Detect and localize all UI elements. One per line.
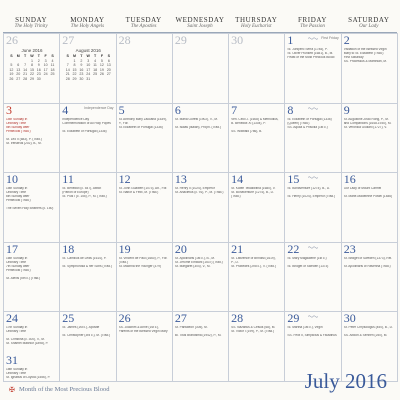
day-cell[interactable]: [4, 312, 60, 382]
feast-note: St. Martha (1st c.), Virgin: [287, 326, 323, 330]
day-number: 29: [287, 312, 300, 326]
feast-note: (Trad.): [118, 260, 129, 264]
feast-note: St. Henry II (1024), Emperor: [174, 187, 215, 191]
day-cell[interactable]: [117, 104, 173, 174]
day-number: 16: [343, 173, 356, 187]
mini-day: 5: [100, 58, 103, 63]
feast-note: St. Junipero Serra (1784), P.: [287, 48, 328, 51]
feast-note: St. Peter Chrysologus (450), B., D.: [343, 326, 393, 330]
weekday-dedication: Saint Joseph: [187, 24, 213, 29]
mini-day: 2: [80, 58, 83, 63]
mini-day: 13: [16, 67, 21, 72]
feast-note: St. Leo II (683), P. (Trad.): [6, 137, 42, 141]
day-cell[interactable]: [60, 243, 116, 313]
day-number: 2: [343, 34, 350, 47]
mini-dow: M: [16, 54, 20, 58]
weekday-name: FRIDAY: [298, 16, 328, 24]
day-cell[interactable]: [285, 104, 341, 174]
day-cell[interactable]: [4, 173, 60, 243]
mini-day: 26: [9, 76, 14, 81]
day-cell[interactable]: [173, 104, 229, 174]
day-number: 21: [231, 242, 244, 256]
day-number: 14: [231, 173, 244, 187]
mini-day: 29: [29, 76, 34, 81]
weekday-dedication: Holy Eucharist: [241, 24, 272, 29]
feast-note: Our Lady of Mount Carmel: [343, 187, 382, 191]
feast-note: St. Augustine Zhao Rong, P., M.: [343, 117, 389, 121]
feast-note: Bl. Titus Brandsma (1942), P., M.: [174, 334, 222, 338]
feast-note: P., D.: [231, 260, 239, 264]
feast-note: St. Bridget of Sweden (1373), Rel.: [343, 256, 393, 260]
feast-note: St. Bonaventure (1274), B., D.: [231, 191, 274, 195]
day-cell[interactable]: [60, 34, 116, 104]
feast-note: St. Pantaleon (305), M.: [174, 326, 208, 330]
mini-day: 15: [29, 67, 34, 72]
mini-day: 18: [50, 67, 55, 72]
day-number: 11: [62, 173, 74, 187]
day-number: 19: [118, 242, 131, 256]
mini-day: 23: [36, 72, 41, 77]
mini-day: 17: [86, 67, 91, 72]
day-number: 8: [287, 103, 294, 117]
day-number: 28: [231, 312, 244, 326]
day-cell[interactable]: [342, 243, 398, 313]
mini-day: 20: [16, 72, 21, 77]
feast-note: Mary to St. Elizabeth (Trad.): [343, 52, 384, 55]
mini-day: 12: [99, 63, 104, 68]
feast-note: SS. Joachim & Anne (1st c.),: [118, 326, 160, 330]
mini-day: 6: [107, 58, 110, 63]
mini-day: 22: [72, 72, 77, 77]
day-number: 22: [287, 242, 300, 256]
footer-caption: Month of the Most Precious Blood: [19, 386, 110, 393]
feast-note: St. Isaias (Isaiah), Proph. (Trad.): [174, 125, 221, 129]
weekday-name: SATURDAY: [348, 16, 390, 24]
mini-day: 21: [65, 72, 70, 77]
mini-day: 23: [79, 72, 84, 77]
feast-note: Independence Day: [62, 117, 90, 121]
day-number: 20: [174, 242, 187, 256]
weekday-dedication: The Apostles: [130, 24, 157, 29]
feast-note: First Saturday: [343, 56, 364, 59]
mini-june-mini-calendar: [8, 48, 56, 82]
mini-dow: S: [66, 54, 69, 58]
day-number: 1: [287, 34, 294, 47]
mini-day: 19: [9, 72, 14, 77]
day-number: 4: [62, 103, 69, 117]
mini-day: 19: [99, 67, 104, 72]
day-number: 27: [62, 34, 75, 47]
feast-note: Ordinary Time: [6, 372, 27, 376]
feast-note: St. Ignatius of Loyola (1556), P.: [6, 376, 51, 380]
feast-note: Ven. Cecil J. (1608) & Methodius,: [231, 117, 279, 121]
feast-note: St. Elizabeth of Portugal (1336): [118, 125, 163, 129]
day-cell[interactable]: [285, 34, 341, 104]
feast-note: St. James (1st c.), Apostle: [62, 326, 100, 330]
feast-note: St. Alexis (5th c.) (Trad.): [6, 276, 41, 280]
weekday-header-cell: [172, 3, 228, 33]
ornament-icon: [308, 175, 319, 180]
feast-note: P., Fdr.: [118, 121, 129, 125]
feast-note: 17th Sunday in: [6, 326, 28, 330]
feast-note: St. Christina (c. 300), V., M.: [6, 338, 45, 342]
day-cell[interactable]: [342, 173, 398, 243]
mini-day: [99, 77, 106, 82]
feast-note: St. Apollinaris (1st c.), B., M.: [174, 256, 215, 260]
mini-day: 9: [80, 63, 83, 68]
day-cell[interactable]: [342, 104, 398, 174]
day-cell[interactable]: [117, 312, 173, 382]
mini-day: 7: [66, 63, 69, 68]
day-number: 3: [6, 103, 12, 117]
mini-day: 29: [72, 76, 77, 81]
feast-note: 5th Sunday after: [6, 125, 30, 129]
mini-day: 30: [79, 76, 84, 81]
mini-dow: T: [80, 54, 83, 58]
feast-note: (Patron of Europe): [62, 191, 89, 195]
mini-dow: T: [24, 54, 27, 58]
feast-note: St. Pius I (c. 155), P., M. (Trad.): [62, 195, 107, 199]
mini-day: 1: [73, 58, 76, 63]
day-number: 29: [174, 34, 187, 47]
mini-day: 25: [50, 72, 55, 77]
mini-day: 16: [36, 67, 41, 72]
mini-day: 6: [17, 63, 20, 68]
mini-day: 30: [36, 76, 41, 81]
weekday-header-cell: [228, 3, 284, 33]
weekday-header-cell: [59, 3, 115, 33]
ornament-icon: [308, 314, 319, 319]
feast-note: St. Bridget of Sweden (1373): [287, 264, 329, 268]
feast-note: St. Elizabeth of Portugal (1336): [287, 117, 332, 121]
feast-note: Ordinary Time: [6, 121, 27, 125]
feast-note: St. Maria Goretti (1902), V., M.: [174, 117, 218, 121]
feast-note: St. Praxedes (2nd c.), V. (Trad.): [231, 264, 276, 268]
weekday-header-cell: [341, 3, 397, 33]
mini-day: 2: [37, 58, 40, 63]
mini-dow: S: [107, 54, 111, 58]
mini-calendar-title: June 2016: [21, 48, 43, 53]
day-cell[interactable]: [4, 243, 60, 313]
feast-note: SS. Aquila & Priscilla (1st c.): [287, 125, 328, 129]
mini-dow: T: [37, 54, 40, 58]
fleur-icon: ✠: [9, 386, 15, 394]
feast-note: SS. Willibald (786), B.: [231, 129, 263, 133]
day-cell[interactable]: [229, 173, 285, 243]
feast-note: St. Elizabeth of Portugal (1336): [62, 129, 107, 133]
mini-dow: S: [10, 54, 13, 58]
day-cell[interactable]: [342, 34, 398, 104]
day-number: 12: [118, 173, 131, 187]
feast-note: St. Marie-Madeleine Postel (1846): [343, 195, 393, 199]
feast-note: 14th Sunday in: [6, 117, 28, 121]
weekday-dedication: The Holy Trinity: [14, 24, 48, 29]
day-number: 18: [62, 242, 75, 256]
day-cell[interactable]: [117, 173, 173, 243]
mini-day: 27: [106, 72, 111, 77]
mini-day: 24: [86, 72, 91, 77]
day-cell[interactable]: [60, 312, 116, 382]
feast-note: 16th Sunday in: [6, 256, 28, 260]
day-number: 25: [62, 312, 75, 326]
mini-day: 3: [87, 58, 90, 63]
weekday-name: MONDAY: [70, 16, 105, 24]
feast-note: St. Symphorosa & her Sons (Trad.): [62, 264, 112, 268]
mini-day: 10: [43, 63, 48, 68]
feast-note: (Trad.): [231, 195, 241, 199]
feast-note: St. Benedict (c. 547), Abbot: [62, 187, 102, 191]
weekday-name: SUNDAY: [15, 16, 48, 24]
weekday-header: [3, 3, 397, 33]
mini-day: 1: [30, 58, 33, 63]
feast-note: St. Anacletus (c. 91), P., M. (Trad.): [174, 191, 224, 195]
mini-day: 24: [43, 72, 48, 77]
day-cell[interactable]: [285, 243, 341, 313]
calendar-grid: [3, 33, 398, 382]
feast-note: St. Sharbel Makhluf (1898), P.: [6, 342, 49, 346]
day-number: 23: [343, 242, 356, 256]
mini-day: 15: [72, 67, 77, 72]
day-cell[interactable]: [173, 312, 229, 382]
day-number: 30: [343, 312, 356, 326]
mini-day: 12: [9, 67, 14, 72]
weekday-name: THURSDAY: [235, 16, 278, 24]
feast-note: Pentecost (Trad.): [6, 268, 31, 272]
mini-dow: W: [86, 54, 90, 58]
day-cell[interactable]: [117, 34, 173, 104]
feast-note: B. Benedict XI (1304), P.: [231, 121, 266, 125]
feast-note: SS. Processus & Martinian, M.: [343, 60, 387, 63]
mini-day: 18: [93, 67, 98, 72]
day-cell[interactable]: [117, 243, 173, 313]
mini-dow: M: [73, 54, 77, 58]
feast-note: St. Camillus de Lellis (1614), P.: [62, 256, 107, 260]
feast-note: SS. Felix II, Simplicius & Faustinus: [287, 334, 337, 338]
mini-day: 28: [65, 76, 70, 81]
feast-note: Parents of the Blessed Virgin Mary: [118, 330, 168, 334]
weekday-dedication: The Passion: [300, 24, 325, 29]
mini-day: 17: [43, 67, 48, 72]
day-cell[interactable]: [229, 243, 285, 313]
day-number: 30: [231, 34, 244, 47]
month-title: July 2016: [304, 369, 387, 393]
day-cell[interactable]: [60, 173, 116, 243]
mini-dow: F: [44, 54, 47, 58]
mini-dow: T: [93, 54, 97, 58]
mini-day: 10: [86, 63, 91, 68]
feast-note: The Seven Holy Brothers (c. 150): [6, 207, 54, 211]
feast-note: Commemoration of All Holy Popes: [62, 121, 111, 125]
feast-note: SS. Abdon & Sennen (250), M.: [343, 334, 388, 338]
feast-note: 7th Sunday after: [6, 264, 30, 268]
feast-note: St. Christopher (3rd c.), M. (Trad.): [62, 334, 111, 338]
day-tag: First Friday: [321, 36, 339, 40]
day-cell[interactable]: [229, 104, 285, 174]
feast-note: Pentecost (Trad.): [6, 199, 31, 203]
feast-note: St. Kateri Tekakwitha (1680), V.: [231, 187, 276, 191]
feast-note: SS. Nazarius & Celsus (68), M.: [231, 326, 276, 330]
ornament-icon: [308, 245, 319, 250]
mini-calendar-title: August 2016: [75, 48, 101, 53]
day-cell[interactable]: [285, 173, 341, 243]
mini-day: 21: [23, 72, 28, 77]
feast-note: St. Bonaventure (1274), B., D.: [287, 187, 331, 191]
mini-day: 25: [93, 72, 98, 77]
mini-august-mini-calendar: [64, 48, 112, 82]
feast-note: St. Lawrence of Brindisi (1619),: [231, 256, 276, 260]
weekday-dedication: The Holy Angels: [70, 24, 105, 29]
day-cell[interactable]: [4, 104, 60, 174]
day-number: 26: [6, 34, 18, 47]
feast-note: St. Veronica Giuliani (1727), V.: [343, 125, 387, 129]
feast-note: St. Vincent de Paul (1660), P., Fdr.: [118, 256, 168, 260]
ornament-icon: [308, 106, 319, 111]
mini-day: [42, 77, 49, 82]
day-number: 9: [343, 103, 350, 117]
day-cell[interactable]: [229, 34, 285, 104]
feast-note: (Queen) (Trad.): [287, 121, 310, 125]
mini-dow: S: [51, 54, 54, 58]
feast-note: St. Victor I (199), P., M. (Trad.): [231, 330, 275, 334]
feast-note: St. Jerome Emiliani (1537) (Trad.): [174, 260, 223, 264]
day-tag: Independence Day: [84, 105, 114, 110]
calendar: [3, 3, 397, 381]
mini-day: 4: [51, 58, 54, 63]
feast-note: St. Henry (1024), Emperor (Trad.): [287, 195, 336, 199]
mini-day: 14: [23, 67, 28, 72]
mini-dow: F: [100, 54, 104, 58]
mini-day: 31: [86, 76, 91, 81]
feast-note: St. Nabor & Felix, M. (Trad.): [118, 191, 159, 195]
feast-note: St. Irenaeus (202), B., M.: [6, 141, 42, 145]
mini-day: 7: [24, 63, 27, 68]
feast-note: St. Apollinaris of Ravenna (Trad.): [343, 264, 391, 268]
feast-note: St. Anthony Mary Zaccaria (1539),: [118, 117, 167, 121]
weekday-dedication: Our Lady: [359, 24, 379, 29]
mini-dow: W: [30, 54, 34, 58]
day-number: 26: [118, 312, 131, 326]
ornament-icon: [308, 36, 319, 41]
weekday-header-cell: [284, 3, 340, 33]
feast-note: Ordinary Time: [6, 330, 27, 334]
feast-note: St. John Gualbert (1073), Ab., Fdr.: [118, 187, 168, 191]
day-cell[interactable]: [173, 173, 229, 243]
day-number: 6: [174, 103, 181, 117]
day-number: 15: [287, 173, 300, 187]
mini-day: [105, 77, 112, 82]
mini-day: [49, 77, 56, 82]
day-number: 24: [6, 312, 18, 326]
day-cell[interactable]: [229, 312, 285, 382]
mini-day: 8: [30, 63, 33, 68]
day-number: 17: [6, 242, 18, 256]
feast-note: Ordinary Time: [6, 191, 27, 195]
mini-day: 4: [94, 58, 97, 63]
day-cell[interactable]: [60, 104, 116, 174]
feast-note: St. Oliver Plunkett (1681), B., M.: [287, 52, 334, 55]
feast-note: Feast of the Most Precious Blood: [287, 56, 335, 59]
feast-note: Pentecost (Trad.): [6, 129, 31, 133]
mini-day: 16: [79, 67, 84, 72]
weekday-header-cell: [3, 3, 59, 33]
day-cell[interactable]: [173, 243, 229, 313]
mini-day: 27: [16, 76, 21, 81]
weekday-header-cell: [116, 3, 172, 33]
day-cell[interactable]: [173, 34, 229, 104]
day-cell[interactable]: [4, 34, 60, 104]
day-number: 7: [231, 103, 238, 117]
mini-day: 20: [106, 67, 111, 72]
mini-day: 22: [29, 72, 34, 77]
feast-note: and Companions (1648-1930), M.: [343, 121, 392, 125]
feast-note: St. Macrina the Younger (379): [118, 264, 161, 268]
feast-note: St. Margaret (304), V., M.: [174, 264, 211, 268]
feast-note: 6th Sunday after: [6, 195, 30, 199]
weekday-name: TUESDAY: [125, 16, 162, 24]
mini-day: 3: [44, 58, 47, 63]
day-number-second: 31: [6, 353, 18, 368]
day-number: 27: [174, 312, 187, 326]
mini-day: 14: [65, 67, 70, 72]
day-number: 13: [174, 173, 187, 187]
mini-day: 8: [73, 63, 76, 68]
day-number: 28: [118, 34, 131, 47]
mini-day: 11: [50, 63, 55, 68]
feast-note: St. Mary Magdalene (1st c.): [287, 256, 327, 260]
feast-note: Visitation of the Blessed Virgin: [343, 48, 387, 51]
mini-day: 28: [23, 76, 28, 81]
mini-day: 9: [37, 63, 40, 68]
mini-day: 11: [93, 63, 97, 68]
mini-day: [92, 77, 99, 82]
weekday-name: WEDNESDAY: [175, 16, 225, 24]
feast-note: 15th Sunday in: [6, 187, 28, 191]
mini-day: 13: [106, 63, 111, 68]
day-number: 5: [118, 103, 125, 117]
feast-note: Ordinary Time: [6, 260, 27, 264]
mini-day: 26: [99, 72, 104, 77]
feast-note: 18th Sunday in: [6, 368, 28, 372]
day-number: 10: [6, 173, 18, 187]
mini-day: 5: [10, 63, 13, 68]
